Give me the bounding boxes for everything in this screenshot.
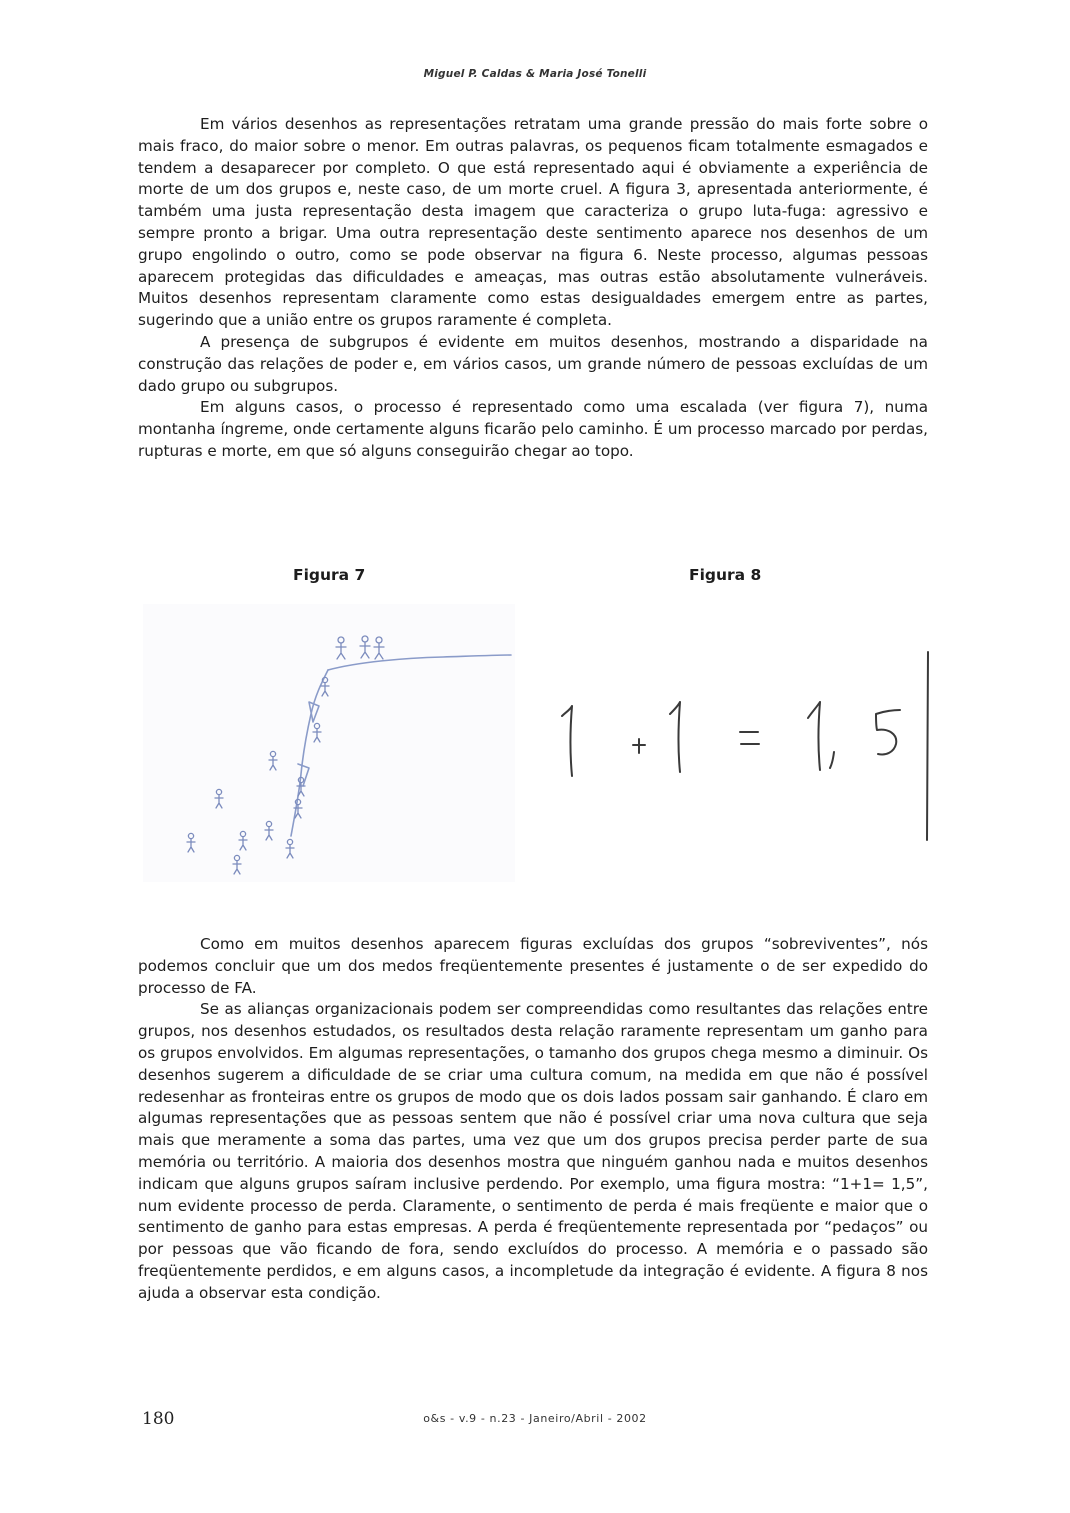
handwritten-equation [562, 652, 928, 840]
digit-one [670, 702, 680, 772]
journal-footer: o&s - v.9 - n.23 - Janeiro/Abril - 2002 [423, 1412, 647, 1425]
digit-five [876, 710, 900, 755]
body-text-block-1 [138, 114, 928, 463]
digit-one [562, 706, 572, 776]
drawing-background [143, 604, 515, 882]
vertical-line [927, 652, 928, 840]
body-text-block-2 [138, 934, 928, 1305]
plus-sign [633, 739, 645, 753]
paragraph: A presença de subgrupos é evidente em muitos desenhos, mostrando a disparidade na construção das relações de poder e, em vários casos, um grande número de pessoas excluídas de um dado grupo ou subgrupos. [138, 332, 928, 395]
paragraph: Como em muitos desenhos aparecem figuras excluídas dos grupos “sobreviventes”, nós podemos concluir que um dos medos freqüentemente presentes é justamente o de ser expedido do processo de FA. [138, 935, 928, 997]
page-number: 180 [142, 1409, 175, 1429]
figure-7-caption: Figura 7 [293, 566, 366, 584]
figure-8-caption: Figura 8 [689, 566, 762, 584]
figure-7-drawing [143, 604, 515, 882]
paragraph: Em vários desenhos as representações retratam uma grande pressão do mais forte sobre o mais fraco, do maior sobre o menor. Em outras palavras, os pequenos ficam totalmente esmagados e tendem a desaparecer por completo. O que está representado aqui é obviamente a experiência de morte de um dos grupos e, neste caso, de um morte cruel. A figura 3, apresentada anteriormente, é também uma justa representação desta imagem que caracteriza o grupo luta-fuga: agressivo e sempre pronto a brigar. Uma outra representação deste sentimento aparece nos desenhos de um grupo engolindo o outro, como se pode observar na figura 6. Neste processo, algumas pessoas aparecem protegidas das dificuldades e ameaças, mas outras estão absolutamente vulneráveis. Muitos desenhos representam claramente como estas desigualdades emergem entre as partes, sugerindo que a união entre os grupos raramente é completa. [138, 115, 928, 330]
figure-8-drawing [548, 640, 940, 850]
digit-one [808, 702, 820, 770]
paragraph: Em alguns casos, o processo é representado como uma escalada (ver figura 7), numa montanha íngreme, onde certamente alguns ficarão pelo caminho. É um processo marcado por perdas, rupturas e morte, em que só alguns conseguirão chegar ao topo. [138, 398, 928, 460]
equals-sign [740, 732, 759, 744]
running-head: Miguel P. Caldas & Maria José Tonelli [423, 68, 647, 80]
comma [830, 752, 834, 768]
paragraph: Se as alianças organizacionais podem ser compreendidas como resultantes das relações entre grupos, nos desenhos estudados, os resultados desta relação raramente representam um ganho para os grupos envolvidos. Em algumas representações, o tamanho dos grupos chega mesmo a diminuir. Os desenhos sugerem a dificuldade de se criar uma cultura comum, na medida em que não é possível redesenhar as fronteiras entre os grupos de modo que os dois lados possam sair ganhando. É claro em algumas representações que as pessoas sentem que não é possível criar uma nova cultura que seja mais que meramente a soma das partes, uma vez que um dos grupos precisa perder parte de sua memória ou território. A maioria dos desenhos mostra que ninguém ganhou nada e muitos desenhos indicam que alguns grupos saíram inclusive perdendo. Por exemplo, uma figura mostra: “1+1= 1,5”, num evidente processo de perda. Claramente, o sentimento de perda é mais freqüente e maior que o sentimento de ganho para estas empresas. A perda é freqüentemente representada por “pedaços” ou por pessoas que vão ficando de fora, sendo excluídos do processo. A memória e o passado são freqüentemente perdidos, e em alguns casos, a incompletude da integração é evidente. A figura 8 nos ajuda a observar esta condição. [138, 1000, 928, 1302]
